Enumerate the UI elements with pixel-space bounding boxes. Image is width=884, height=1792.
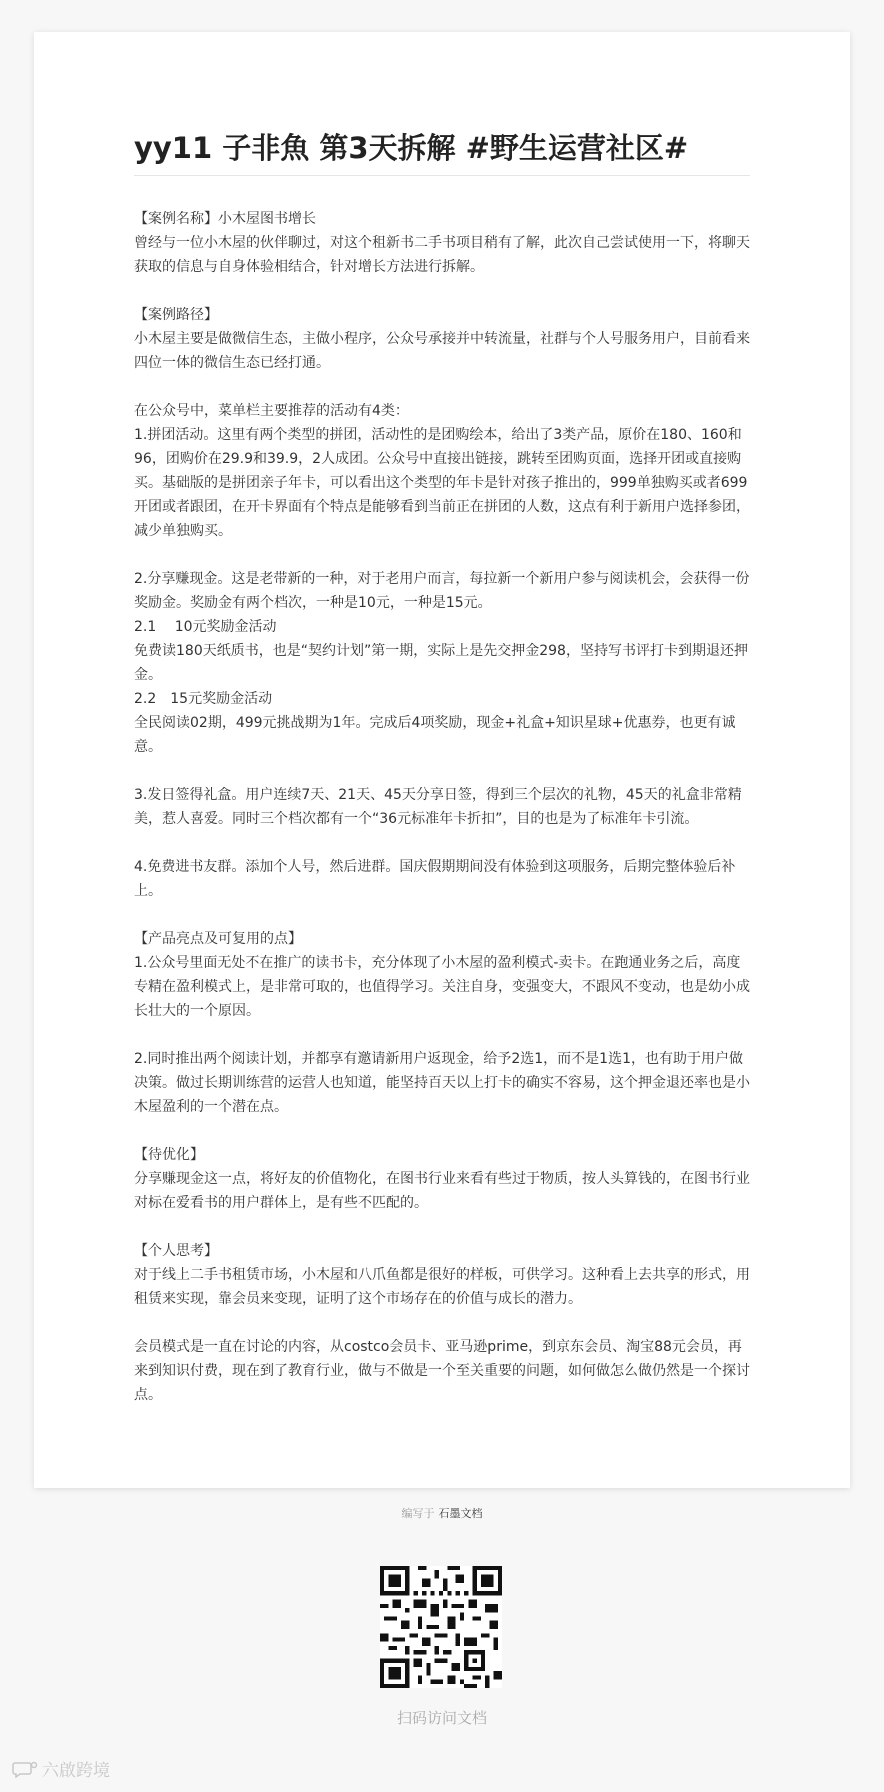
section-heading-personal-thoughts: 【个人思考】 xyxy=(134,1243,218,1259)
section-heading-case-name: 【案例名称】小木屋图书增长 xyxy=(134,211,316,227)
paragraph: 在公众号中，菜单栏主要推荐的活动有4类： xyxy=(134,403,409,419)
document-title: yy11 子非魚 第3天拆解 #野生运营社区# xyxy=(134,131,689,165)
qr-caption: 扫码访问文档 xyxy=(396,1709,487,1727)
paragraph: 小木屋主要是做微信生态，主做小程序，公众号承接并中转流量，社群与个人号服务用户，目前看来四位一体的微信生态已经打通。 xyxy=(134,331,750,371)
paragraph: 对于线上二手书租赁市场，小木屋和八爪鱼都是很好的样板，可供学习。这种看上去共享的形式，用租赁来实现，靠会员来变现，证明了这个市场存在的价值与成长的潜力。 xyxy=(134,1267,750,1307)
paragraph: 会员模式是一直在讨论的内容，从costco会员卡、亚马逊prime，到京东会员、淘宝88元会员，再来到知识付费，现在到了教育行业，做与不做是一个至关重要的问题，如何做怎么做仍然是一个探讨点。 xyxy=(134,1339,750,1403)
document-card xyxy=(34,32,850,1488)
paragraph: 3.发日签得礼盒。用户连续7天、21天、45天分享日签，得到三个层次的礼物，45天的礼盒非常精美，惹人喜爱。同时三个档次都有一个“36元标准年卡折扣”，目的也是为了标准年卡引流。 xyxy=(134,787,742,827)
section-heading-highlights: 【产品亮点及可复用的点】 xyxy=(134,931,302,947)
credit-brand-link[interactable]: 石墨文档 xyxy=(438,1507,483,1520)
paragraph: 2.同时推出两个阅读计划，并都享有邀请新用户返现金，给予2选1，而不是1选1，也有助于用户做决策。做过长期训练营的运营人也知道，能坚持百天以上打卡的确实不容易，这个押金退还率也是小木屋盈利的一个潜在点。 xyxy=(134,1051,750,1115)
sub-heading: 2.1 10元奖励金活动 xyxy=(134,619,277,635)
section-heading-case-path: 【案例路径】 xyxy=(134,307,218,323)
watermark-text: 六啟跨境 xyxy=(42,1761,110,1781)
sub-heading: 2.2 15元奖励金活动 xyxy=(134,691,273,707)
title-divider xyxy=(134,175,750,176)
paragraph: 4.免费进书友群。添加个人号，然后进群。国庆假期期间没有体验到这项服务，后期完整体验后补上。 xyxy=(134,859,736,899)
paragraph: 2.分享赚现金。这是老带新的一种，对于老用户而言，每拉新一个新用户参与阅读机会，会获得一份奖励金。奖励金有两个档次，一种是10元，一种是15元。 xyxy=(134,571,750,611)
footer-credit xyxy=(0,1505,884,1521)
watermark xyxy=(12,1756,110,1781)
paragraph: 全民阅读02期，499元挑战期为1年。完成后4项奖励，现金+礼盒+知识星球+优惠券，也更有诚意。 xyxy=(134,715,736,755)
paragraph: 曾经与一位小木屋的伙伴聊过，对这个租新书二手书项目稍有了解，此次自己尝试使用一下，将聊天获取的信息与自身体验相结合，针对增长方法进行拆解。 xyxy=(134,235,750,275)
credit-prefix: 编写于 xyxy=(401,1507,435,1520)
paragraph: 分享赚现金这一点，将好友的价值物化，在图书行业来看有些过于物质，按人头算钱的，在图书行业对标在爱看书的用户群体上，是有些不匹配的。 xyxy=(134,1171,750,1211)
qr-code-icon xyxy=(380,1566,502,1688)
paragraph: 1.拼团活动。这里有两个类型的拼团，活动性的是团购绘本，给出了3类产品，原价在180、160和96，团购价在29.9和39.9，2人成团。公众号中直接出链接，跳转至团购页面，选择开团或直接购买。基础版的是拼团亲子年卡，可以看出这个类型的年卡是针对孩子推出的，999单独购买或者699开团或者跟团，在开卡界面有个特点是能够看到当前正在拼团的人数，这点有利于新用户选择参团，减少单独购买。 xyxy=(134,427,750,539)
paragraph: 免费读180天纸质书，也是“契约计划”第一期，实际上是先交押金298，坚持写书评打卡到期退还押金。 xyxy=(134,643,748,683)
section-heading-to-optimize: 【待优化】 xyxy=(134,1147,204,1163)
paragraph: 1.公众号里面无处不在推广的读书卡，充分体现了小木屋的盈利模式-卖卡。在跑通业务之后，高度专精在盈利模式上，是非常可取的，也值得学习。关注自身，变强变大，不跟风不变动，也是幼小成长壮大的一个原因。 xyxy=(134,955,750,1019)
chat-bubble-icon xyxy=(12,1760,38,1778)
document-body xyxy=(134,207,754,1407)
